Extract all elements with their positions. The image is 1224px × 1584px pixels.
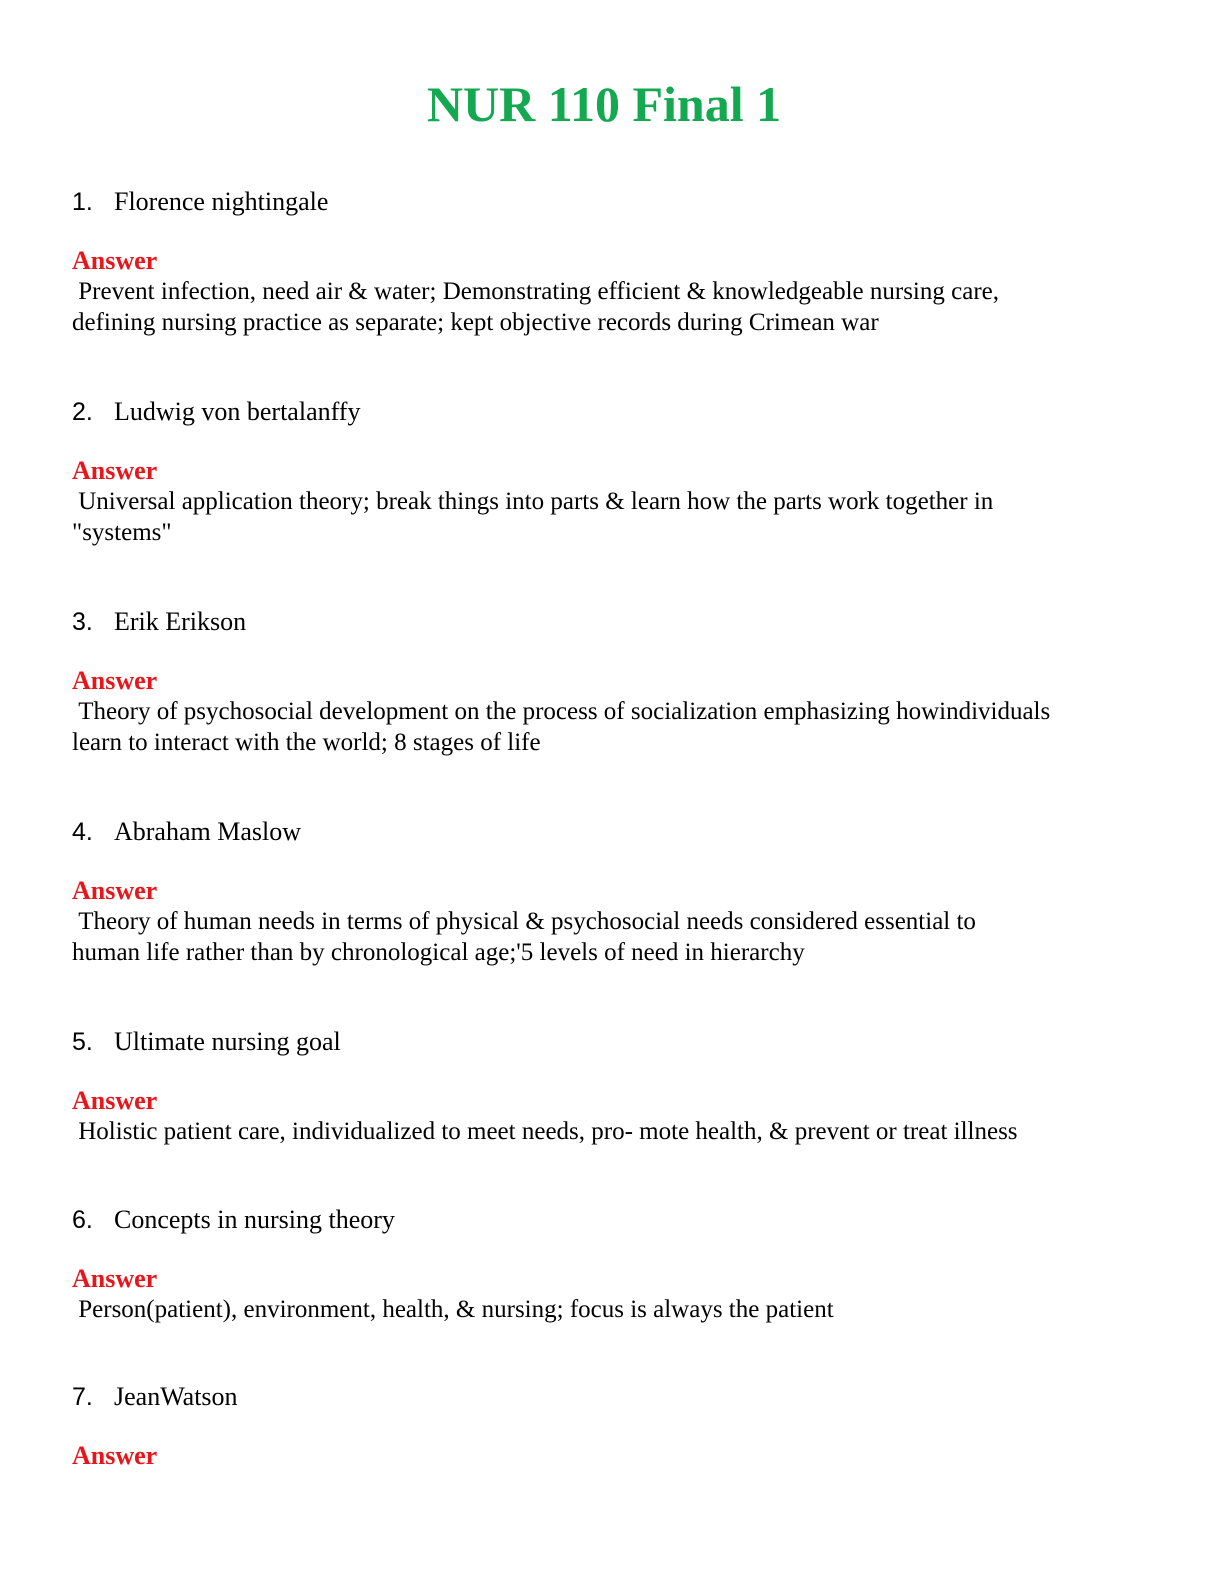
question-term: Concepts in nursing theory: [114, 1205, 395, 1234]
question-item: [72, 1381, 1162, 1471]
question-term: Florence nightingale: [114, 187, 329, 216]
answer-label: Answer: [72, 1086, 158, 1115]
question-line: [72, 1026, 1162, 1058]
answer-line: human life rather than by chronological age;'5 levels of need in hierarchy: [72, 939, 805, 966]
question-term: JeanWatson: [114, 1382, 238, 1411]
question-term: Ludwig von bertalanffy: [114, 397, 361, 426]
question-item: [72, 1026, 1162, 1147]
answer-label: Answer: [72, 1441, 158, 1470]
answer-line: learn to interact with the world; 8 stages of life: [72, 729, 541, 756]
question-item: [72, 396, 1162, 548]
question-line: [72, 606, 1162, 638]
question-item: [72, 1204, 1162, 1325]
question-number: 2.: [72, 398, 93, 426]
answer-label: Answer: [72, 876, 158, 905]
question-term: Ultimate nursing goal: [114, 1027, 341, 1056]
question-number: 5.: [72, 1028, 93, 1056]
question-number: 3.: [72, 608, 93, 636]
question-item: [72, 606, 1162, 758]
answer-line: Prevent infection, need air & water; Demonstrating efficient & knowledgeable nursing care,: [72, 278, 999, 305]
answer-line: Holistic patient care, individualized to meet needs, pro- mote health, & prevent or treat illness: [72, 1118, 1018, 1145]
question-item: [72, 816, 1162, 968]
answer-label: Answer: [72, 456, 158, 485]
question-line: [72, 816, 1162, 848]
answer-label: Answer: [72, 666, 158, 695]
answer-line: defining nursing practice as separate; kept objective records during Crimean war: [72, 309, 879, 336]
answer-label: Answer: [72, 1264, 158, 1293]
answer-label: Answer: [72, 246, 158, 275]
question-item: [72, 186, 1162, 338]
question-number: 4.: [72, 818, 93, 846]
question-line: [72, 396, 1162, 428]
question-term: Abraham Maslow: [114, 817, 302, 846]
question-term: Erik Erikson: [114, 607, 247, 636]
answer-line: Theory of psychosocial development on the process of socialization emphasizing howindividuals: [72, 698, 1051, 725]
question-number: 7.: [72, 1383, 93, 1411]
answer-line: Person(patient), environment, health, & nursing; focus is always the patient: [72, 1296, 834, 1323]
question-line: [72, 1381, 1162, 1413]
question-line: [72, 186, 1162, 218]
answer-line: Theory of human needs in terms of physical & psychosocial needs considered essential to: [72, 908, 976, 935]
page-title: NUR 110 Final 1: [426, 76, 782, 132]
question-line: [72, 1204, 1162, 1236]
answer-line: "systems": [72, 519, 172, 546]
question-number: 6.: [72, 1206, 93, 1234]
answer-line: Universal application theory; break things into parts & learn how the parts work together in: [72, 488, 994, 515]
question-number: 1.: [72, 188, 93, 216]
